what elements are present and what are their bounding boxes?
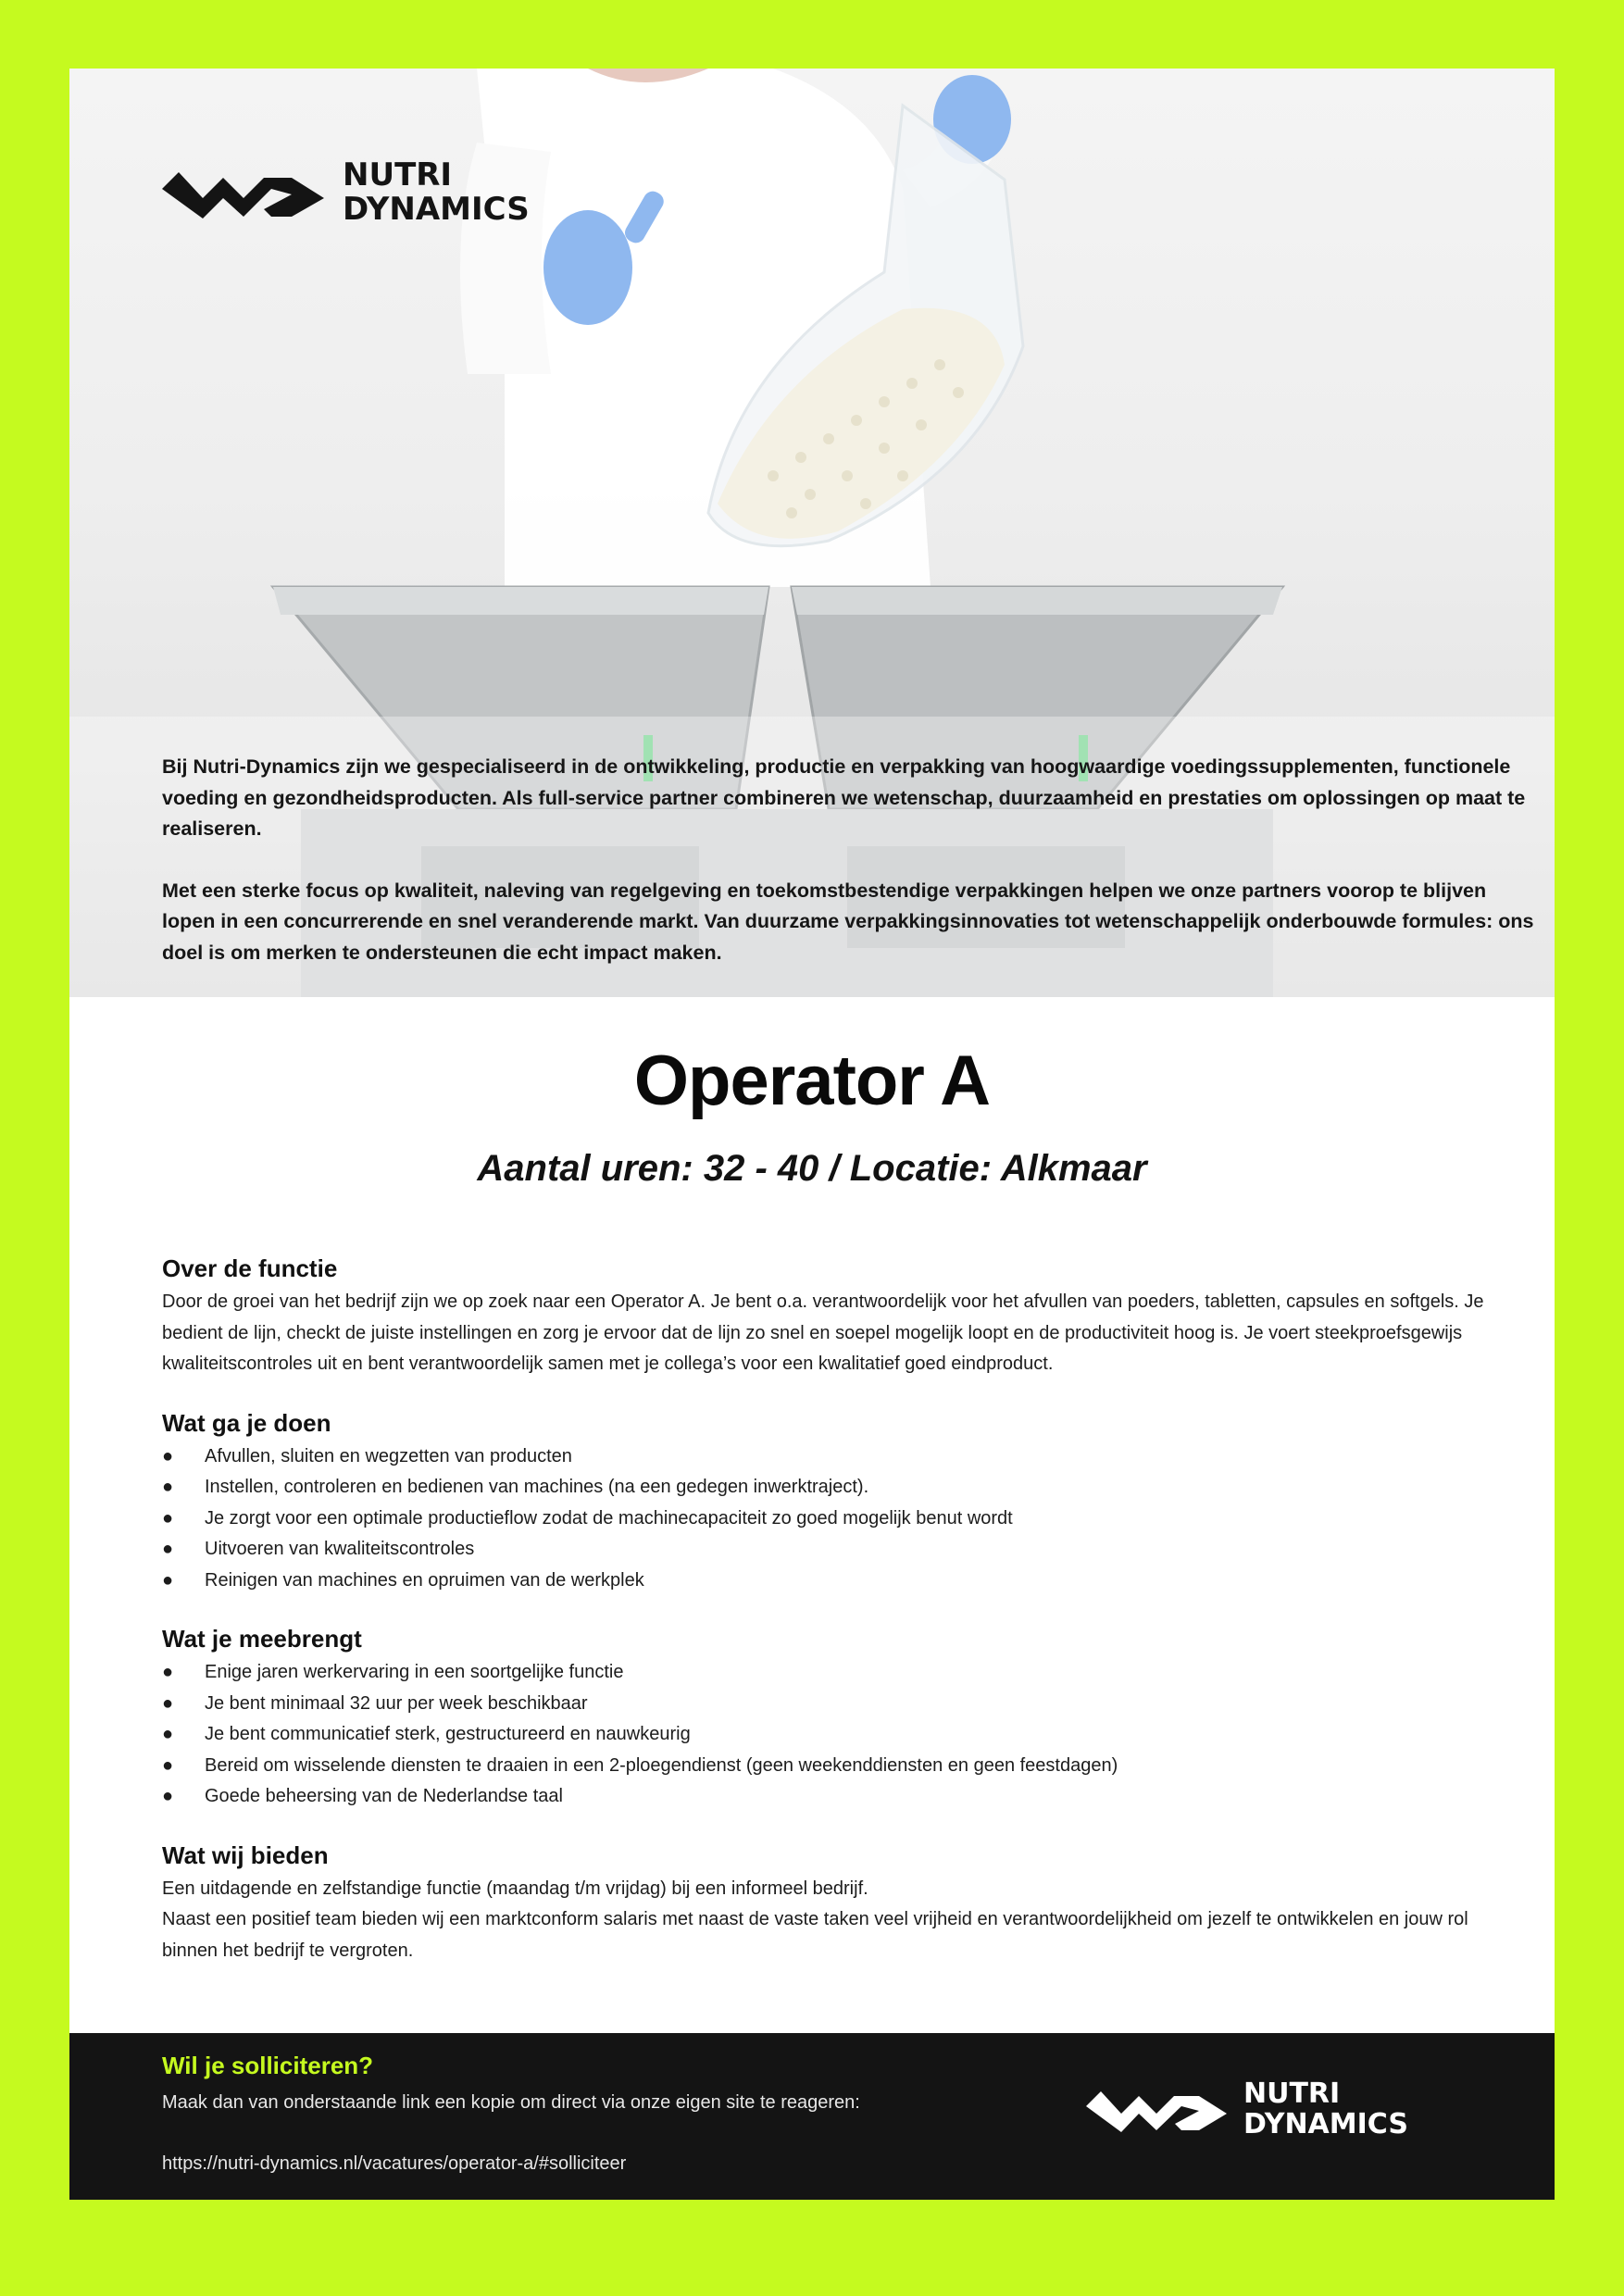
job-title: Operator A (633, 1042, 991, 1120)
job-subtitle: Aantal uren: 32 - 40 / Locatie: Alkmaar (477, 1148, 1147, 1189)
bullet-icon: ● (162, 1692, 174, 1714)
list-item-text: Je zorgt voor een optimale productieflow zodat de machinecapaciteit zo goed mogelijk benut wordt (205, 1507, 1013, 1529)
list-item-text: Je bent communicatief sterk, gestructureerd en nauwkeurig (205, 1724, 691, 1744)
list-item (162, 1566, 1486, 1597)
bullet-icon: ● (162, 1477, 174, 1497)
apply-instructions: Maak dan van onderstaande link een kopie om direct via onze eigen site te reageren: (162, 2092, 860, 2113)
bullet-icon: ● (162, 1662, 174, 1682)
bullet-icon: ● (162, 1786, 174, 1806)
bullet-icon: ● (162, 1724, 174, 1744)
section-wat-je-meebrengt (162, 1622, 1486, 1813)
list-item-text: Je bent minimaal 32 uur per week beschikbaar (205, 1692, 588, 1714)
section-over-de-functie (162, 1252, 1486, 1380)
intro-paragraph-1: Bij Nutri-Dynamics zijn we gespecialiseerd in de ontwikkeling, productie en verpakking van hoogwaardige voedingssupplementen, functionele voeding en gezondheidsproducten. Als full-service partner combineren we wetenschap, duurzaamheid en prestaties om oplossingen op maat te realiseren. (162, 755, 1526, 840)
apply-footer (69, 2033, 1555, 2200)
list-item (162, 1689, 1486, 1720)
list-item-text: Enige jaren werkervaring in een soortgelijke functie (205, 1662, 624, 1682)
section-text: Door de groei van het bedrijf zijn we op zoek naar een Operator A. Je bent o.a. verantwoordelijk voor het afvullen van poeders, tabletten, capsules en softgels. Je bedient de lijn, checkt de juiste instellingen en zorg je ervoor dat de lijn zo snel en soepel mogelijk loopt en de productiviteit hoog is. Je voert steekproefsgewijs kwaliteitscontroles uit en bent verantwoordelijk samen met je collega’s voor een kwalitatief goed eindproduct. (162, 1292, 1484, 1374)
section-heading: Wat wij bieden (162, 1841, 329, 1869)
list-item (162, 1719, 1486, 1751)
list-item (162, 1534, 1486, 1566)
offer-line-2: Naast een positief team bieden wij een marktconform salaris met naast de vaste taken veel vrijheid en verantwoordelijkheid om jezelf te ontwikkelen en jouw rol binnen het bedrijf te vergroten. (162, 1909, 1468, 1961)
logo-line1: NUTRI (1243, 2078, 1341, 2110)
offer-line-1: Een uitdagende en zelfstandige functie (maandag t/m vrijdag) bij een informeel bedrijf. (162, 1878, 868, 1899)
list-item-text: Afvullen, sluiten en wegzetten van producten (205, 1445, 572, 1466)
list-item-text: Instellen, controleren en bedienen van machines (na een gedegen inwerktraject). (205, 1477, 869, 1497)
job-details (162, 1252, 1486, 1992)
logo-line2: DYNAMICS (343, 191, 530, 226)
section-heading: Wat je meebrengt (162, 1625, 362, 1653)
list-item-text: Goede beheersing van de Nederlandse taal (205, 1786, 563, 1806)
list-item-text: Bereid om wisselende diensten te draaien in een 2-ploegendienst (geen weekenddiensten en geen feestdagen) (205, 1754, 1118, 1776)
list-item-text: Uitvoeren van kwaliteitscontroles (205, 1539, 475, 1559)
bullet-icon: ● (162, 1539, 174, 1559)
nutri-dynamics-logo-icon (162, 172, 324, 218)
logo-line1: NUTRI (343, 156, 453, 193)
list-item-text: Reinigen van machines en opruimen van de werkplek (205, 1569, 644, 1591)
task-list (162, 1441, 1486, 1597)
hero-section (69, 69, 1555, 997)
section-heading: Over de functie (162, 1254, 338, 1282)
list-item (162, 1781, 1486, 1813)
list-item (162, 1504, 1486, 1535)
bullet-icon: ● (162, 1507, 174, 1529)
list-item (162, 1441, 1486, 1473)
company-intro (162, 752, 1542, 997)
section-wat-wij-bieden (162, 1839, 1486, 1967)
apply-link[interactable]: https://nutri-dynamics.nl/vacatures/operator-a/#solliciteer (162, 2153, 627, 2174)
nutri-dynamics-logo (162, 152, 662, 226)
bullet-icon: ● (162, 1445, 174, 1466)
section-wat-ga-je-doen (162, 1406, 1486, 1597)
nutri-dynamics-logo-icon (1086, 2091, 1227, 2132)
vacancy-poster (69, 69, 1555, 2200)
section-heading: Wat ga je doen (162, 1408, 331, 1437)
intro-paragraph-2: Met een sterke focus op kwaliteit, naleving van regelgeving en toekomstbestendige verpakkingen helpen we onze partners voorop te blijven lopen in een concurrerende en snel veranderende markt. Van duurzame verpakkingsinnovaties tot wetenschappelijk onderbouwde formules: ons doel is om merken te ondersteunen die echt impact maken. (162, 879, 1534, 964)
bullet-icon: ● (162, 1569, 174, 1591)
bullet-icon: ● (162, 1754, 174, 1776)
list-item (162, 1751, 1486, 1782)
list-item (162, 1657, 1486, 1689)
apply-heading: Wil je solliciteren? (162, 2052, 374, 2079)
requirements-list (162, 1657, 1486, 1813)
nutri-dynamics-logo-footer (1086, 2074, 1521, 2139)
logo-line2: DYNAMICS (1243, 2108, 1408, 2139)
list-item (162, 1472, 1486, 1504)
